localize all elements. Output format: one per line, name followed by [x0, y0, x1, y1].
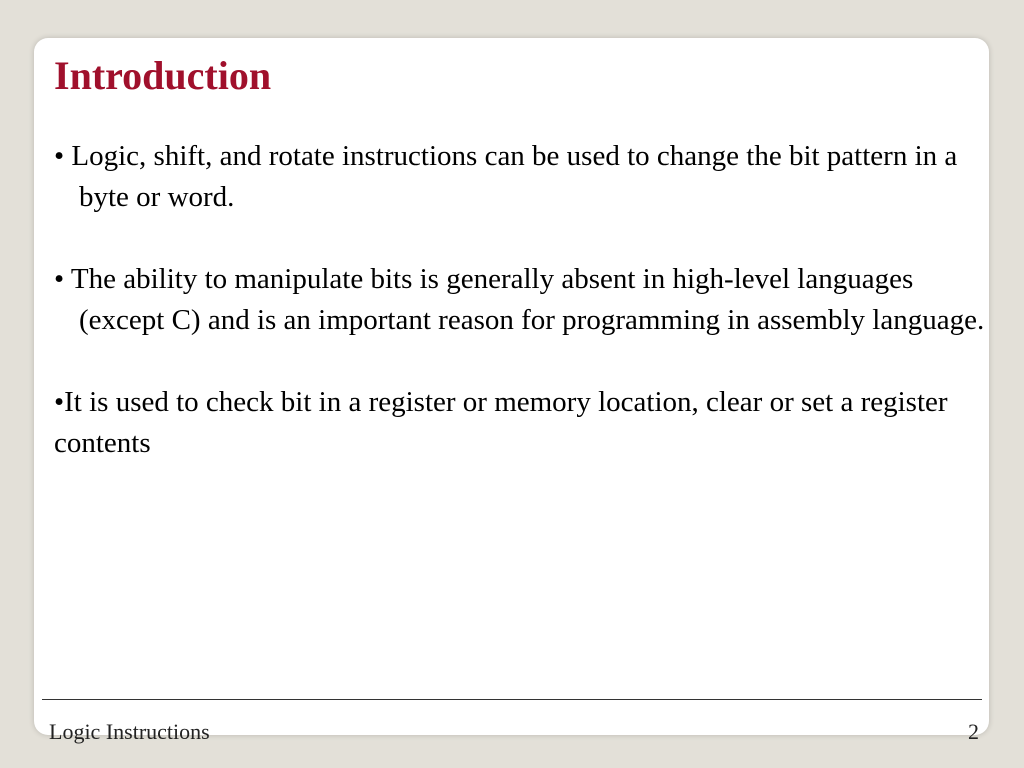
slide-card: [34, 38, 989, 744]
bullet-item-2: • The ability to manipulate bits is generally absent in high-level languages (except C) and is an important reason for programming in assembly language.: [54, 263, 985, 336]
slide-body: [54, 136, 989, 505]
footer-label: Logic Instructions: [49, 719, 210, 744]
bullet-item-1: • Logic, shift, and rotate instructions can be used to change the bit pattern in a byte or word.: [54, 140, 958, 213]
page-number: 2: [968, 719, 979, 744]
bullet-item-3: •It is used to check bit in a register or memory location, clear or set a register contents: [54, 386, 948, 459]
slide-title: Introduction: [54, 53, 272, 98]
footer-divider: [42, 699, 982, 700]
